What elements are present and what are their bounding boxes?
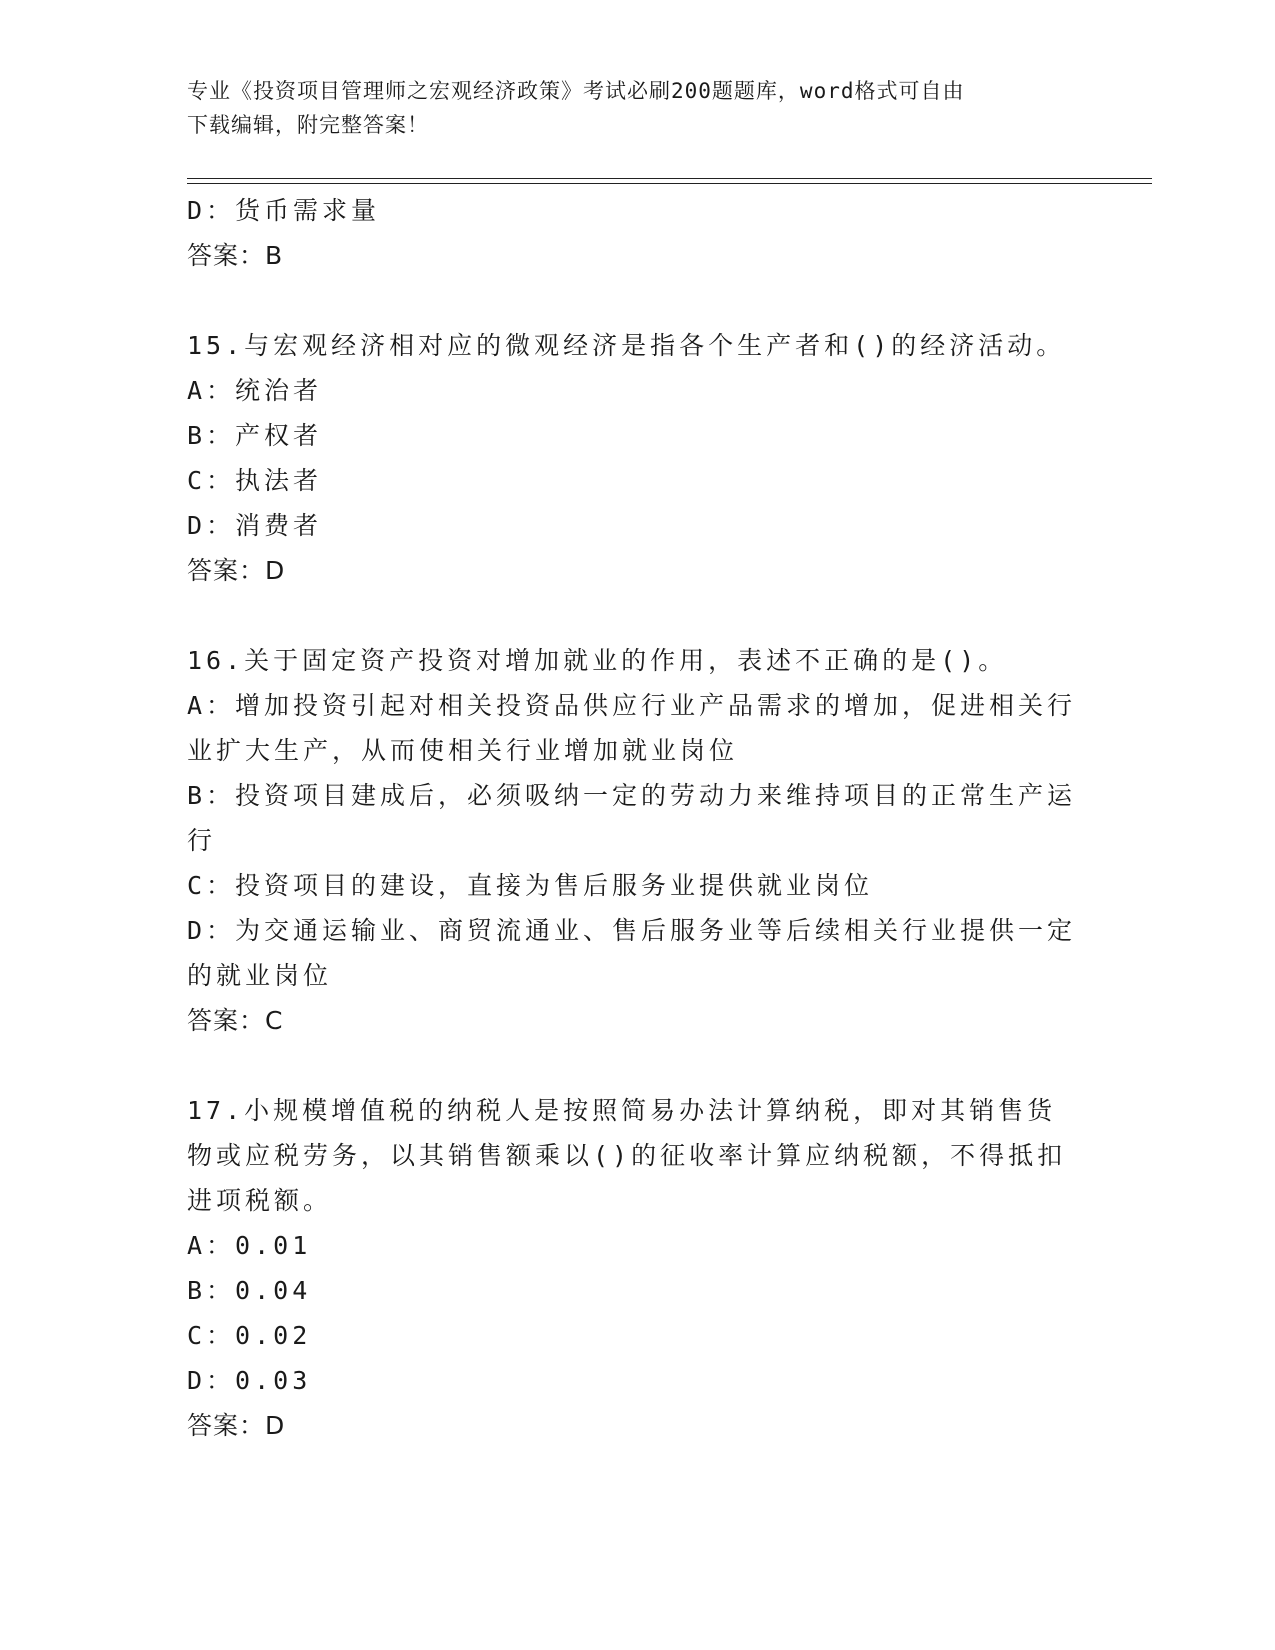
answer-line: 答案：B [187, 241, 284, 270]
option-a: A：增加投资引起对相关投资品供应行业产品需求的增加，促进相关行业扩大生产，从而使相关行业增加就业岗位 [187, 691, 1077, 765]
option-c: C：0.02 [187, 1321, 312, 1350]
option-d: D：为交通运输业、商贸流通业、售后服务业等后续相关行业提供一定的就业岗位 [187, 916, 1077, 990]
previous-question-tail [187, 188, 1077, 278]
answer-line: 答案：D [187, 1411, 286, 1440]
option-c: C：执法者 [187, 466, 323, 495]
option-d: D：0.03 [187, 1366, 312, 1395]
header-divider-top [187, 178, 1152, 179]
option-b: B：投资项目建成后，必须吸纳一定的劳动力来维持项目的正常生产运行 [187, 781, 1077, 855]
option-d: D：消费者 [187, 511, 323, 540]
document-header [187, 74, 1087, 142]
question-stem: 17.小规模增值税的纳税人是按照简易办法计算纳税，即对其销售货物或应税劳务，以其销售额乘以()的征收率计算应纳税额，不得抵扣进项税额。 [187, 1096, 1067, 1215]
option-c: C：投资项目的建设，直接为售后服务业提供就业岗位 [187, 871, 874, 900]
question-16 [187, 638, 1077, 1043]
header-divider-bottom [187, 183, 1152, 184]
option-d: D：货币需求量 [187, 196, 381, 225]
question-17 [187, 1088, 1077, 1448]
header-line-2: 下载编辑，附完整答案！ [187, 113, 429, 137]
answer-line: 答案：C [187, 1006, 284, 1035]
question-stem: 15.与宏观经济相对应的微观经济是指各个生产者和()的经济活动。 [187, 331, 1066, 360]
option-b: B：产权者 [187, 421, 323, 450]
document-body [187, 188, 1077, 1448]
option-a: A：0.01 [187, 1231, 312, 1260]
header-line-1: 专业《投资项目管理师之宏观经济政策》考试必刷200题题库，word格式可自由 [187, 79, 965, 103]
option-b: B：0.04 [187, 1276, 312, 1305]
question-stem: 16.关于固定资产投资对增加就业的作用，表述不正确的是()。 [187, 646, 1008, 675]
answer-line: 答案：D [187, 556, 286, 585]
option-a: A：统治者 [187, 376, 323, 405]
question-15 [187, 323, 1077, 593]
